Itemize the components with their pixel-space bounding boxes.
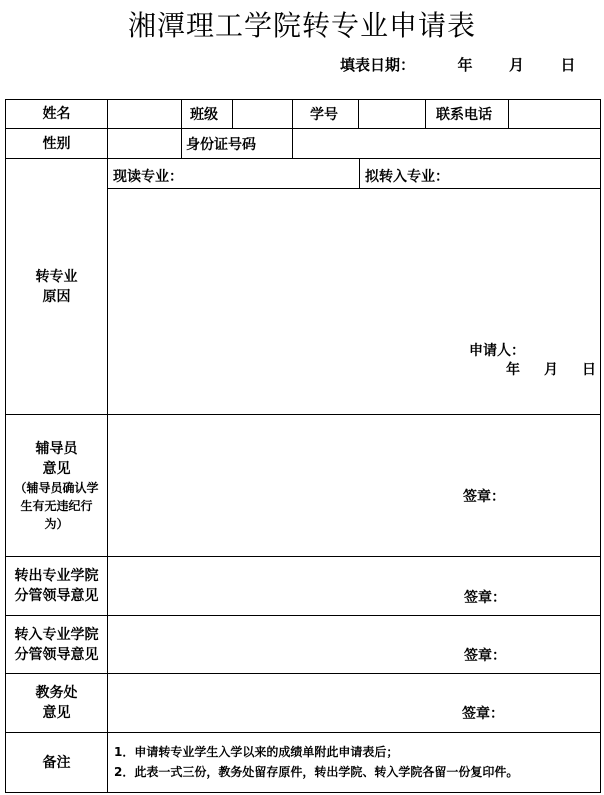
remarks-label: 备注 — [42, 754, 71, 771]
counselor-note-line1: （辅导员确认学 — [14, 480, 99, 495]
reason-label — [6, 159, 107, 414]
out-college-label — [6, 557, 107, 615]
current-major-label: 现读专业： — [113, 169, 183, 185]
counselor-note-line3: 为） — [44, 516, 69, 531]
in-college-line1: 转入专业学院 — [14, 626, 99, 643]
fill-date-month: 月 — [508, 56, 524, 74]
academic-office-label — [6, 674, 107, 732]
class-field[interactable] — [233, 100, 292, 128]
counselor-label-line2: 意见 — [42, 460, 71, 477]
out-college-line2: 分管领导意见 — [14, 588, 99, 604]
applicant-label: 申请人： — [469, 343, 525, 359]
academic-office-seal-label: 签章： — [462, 706, 504, 722]
name-field[interactable] — [108, 100, 181, 128]
target-major-label: 拟转入专业： — [365, 169, 449, 185]
student-id-label: 学号 — [310, 107, 338, 123]
remark-item-1: 1．申请转专业学生入学以来的成绩单附此申请表后； — [114, 745, 399, 759]
academic-office-line1: 教务处 — [35, 685, 78, 701]
in-college-label — [6, 616, 107, 673]
gender-field[interactable] — [108, 129, 181, 158]
phone-field[interactable] — [509, 100, 600, 128]
counselor-label — [6, 415, 107, 556]
fill-date-year: 年 — [457, 56, 473, 74]
remark-item-2: 2．此表一式三份，教务处留存原件，转出学院、转入学院各留一份复印件。 — [114, 765, 519, 779]
class-label: 班级 — [190, 107, 218, 123]
reason-label-line1: 转专业 — [35, 268, 78, 285]
id-card-field[interactable] — [293, 129, 600, 158]
counselor-note-line2: 生有无违纪行 — [20, 498, 93, 513]
fill-date-day: 日 — [560, 56, 576, 74]
in-college-line2: 分管领导意见 — [14, 646, 99, 663]
phone-label: 联系电话 — [436, 107, 492, 123]
id-card-label: 身份证号码 — [186, 137, 256, 153]
counselor-label-line1: 辅导员 — [35, 440, 78, 457]
reason-text-area[interactable] — [108, 189, 600, 329]
counselor-seal-label: 签章： — [463, 489, 505, 505]
reason-date-month: 月 — [544, 362, 558, 378]
reason-date-year: 年 — [506, 362, 520, 378]
reason-label-line2: 原因 — [42, 288, 71, 305]
reason-date-day: 日 — [582, 362, 596, 378]
name-label: 姓名 — [42, 106, 71, 122]
fill-date-label: 填表日期： — [340, 56, 416, 74]
reason-date — [506, 359, 596, 379]
student-id-field[interactable] — [359, 100, 425, 128]
gender-label: 性别 — [42, 135, 71, 152]
form-title: 湘潭理工学院转专业申请表 — [127, 9, 476, 42]
in-college-seal-label: 签章： — [464, 648, 506, 664]
academic-office-line2: 意见 — [42, 705, 71, 721]
out-college-line1: 转出专业学院 — [14, 568, 99, 584]
out-college-seal-label: 签章： — [464, 590, 506, 606]
